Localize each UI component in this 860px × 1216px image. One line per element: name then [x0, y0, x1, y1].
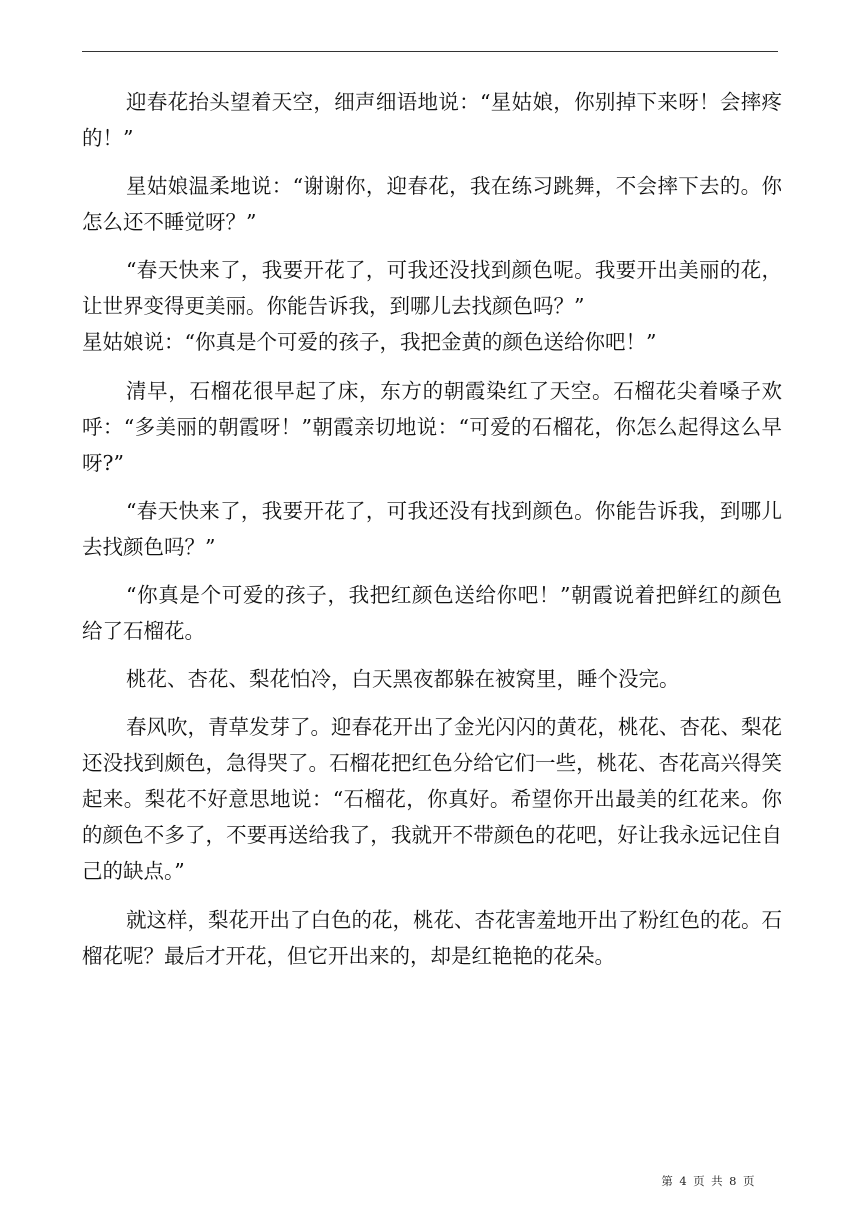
page-number [658, 1173, 758, 1189]
paragraph: 桃花、杏花、梨花怕冷，白天黑夜都躲在被窝里，睡个没完。 [126, 667, 680, 692]
paragraph: 星姑娘温柔地说：“谢谢你，迎春花，我在练习跳舞，不会摔下去的。你怎么还不睡觉呀？” [82, 174, 782, 235]
paragraph: “春天快来了，我要开花了，可我还没找到颜色呢。我要开出美丽的花，让世界变得更美丽。你能告诉我，到哪儿去找颜色吗？” [82, 258, 782, 319]
footer-label-page: 第 [661, 1174, 674, 1188]
footer-label-ye: 页 [693, 1174, 706, 1188]
paragraph: “春天快来了，我要开花了，可我还没有找到颜色。你能告诉我，到哪儿去找颜色吗？” [82, 498, 782, 559]
header-rule [82, 51, 778, 52]
footer-total-pages: 8 [729, 1174, 737, 1188]
footer-label-total: 共 [711, 1174, 724, 1188]
paragraph: 春风吹，青草发芽了。迎春花开出了金光闪闪的黄花，桃花、杏花、梨花还没找到颇色，急得哭了。石榴花把红色分给它们一些，桃花、杏花高兴得笑起来。梨花不好意思地说：“石榴花，你真好。希望你开出最美的红花来。你的颜色不多了，不要再送给我了，我就开不带颜色的花吧，好让我永远记住自己的缺点。” [82, 715, 782, 884]
paragraph: “你真是个可爱的孩子，我把红颜色送给你吧！”朝霞说着把鲜红的颜色给了石榴花。 [82, 582, 782, 643]
footer-label-ye2: 页 [743, 1174, 755, 1188]
footer-current-page: 4 [679, 1174, 688, 1188]
paragraph: 迎春花抬头望着天空，细声细语地说：“星姑娘，你别掉下来呀！会摔疼的！” [82, 90, 782, 150]
paragraph: 就这样，梨花开出了白色的花，桃花、杏花害羞地开出了粉红色的花。石榴花呢？最后才开花，但它开出来的，却是红艳艳的花朵。 [82, 907, 782, 968]
paragraph: 清早，石榴花很早起了床，东方的朝霞染红了天空。石榴花尖着嗓子欢呼：“多美丽的朝霞呀！”朝霞亲切地说：“可爱的石榴花，你怎么起得这么早呀?” [82, 378, 782, 475]
body-text [82, 84, 782, 986]
paragraph: 星姑娘说：“你真是个可爱的孩子，我把金黄的颜色送给你吧！” [82, 330, 657, 355]
